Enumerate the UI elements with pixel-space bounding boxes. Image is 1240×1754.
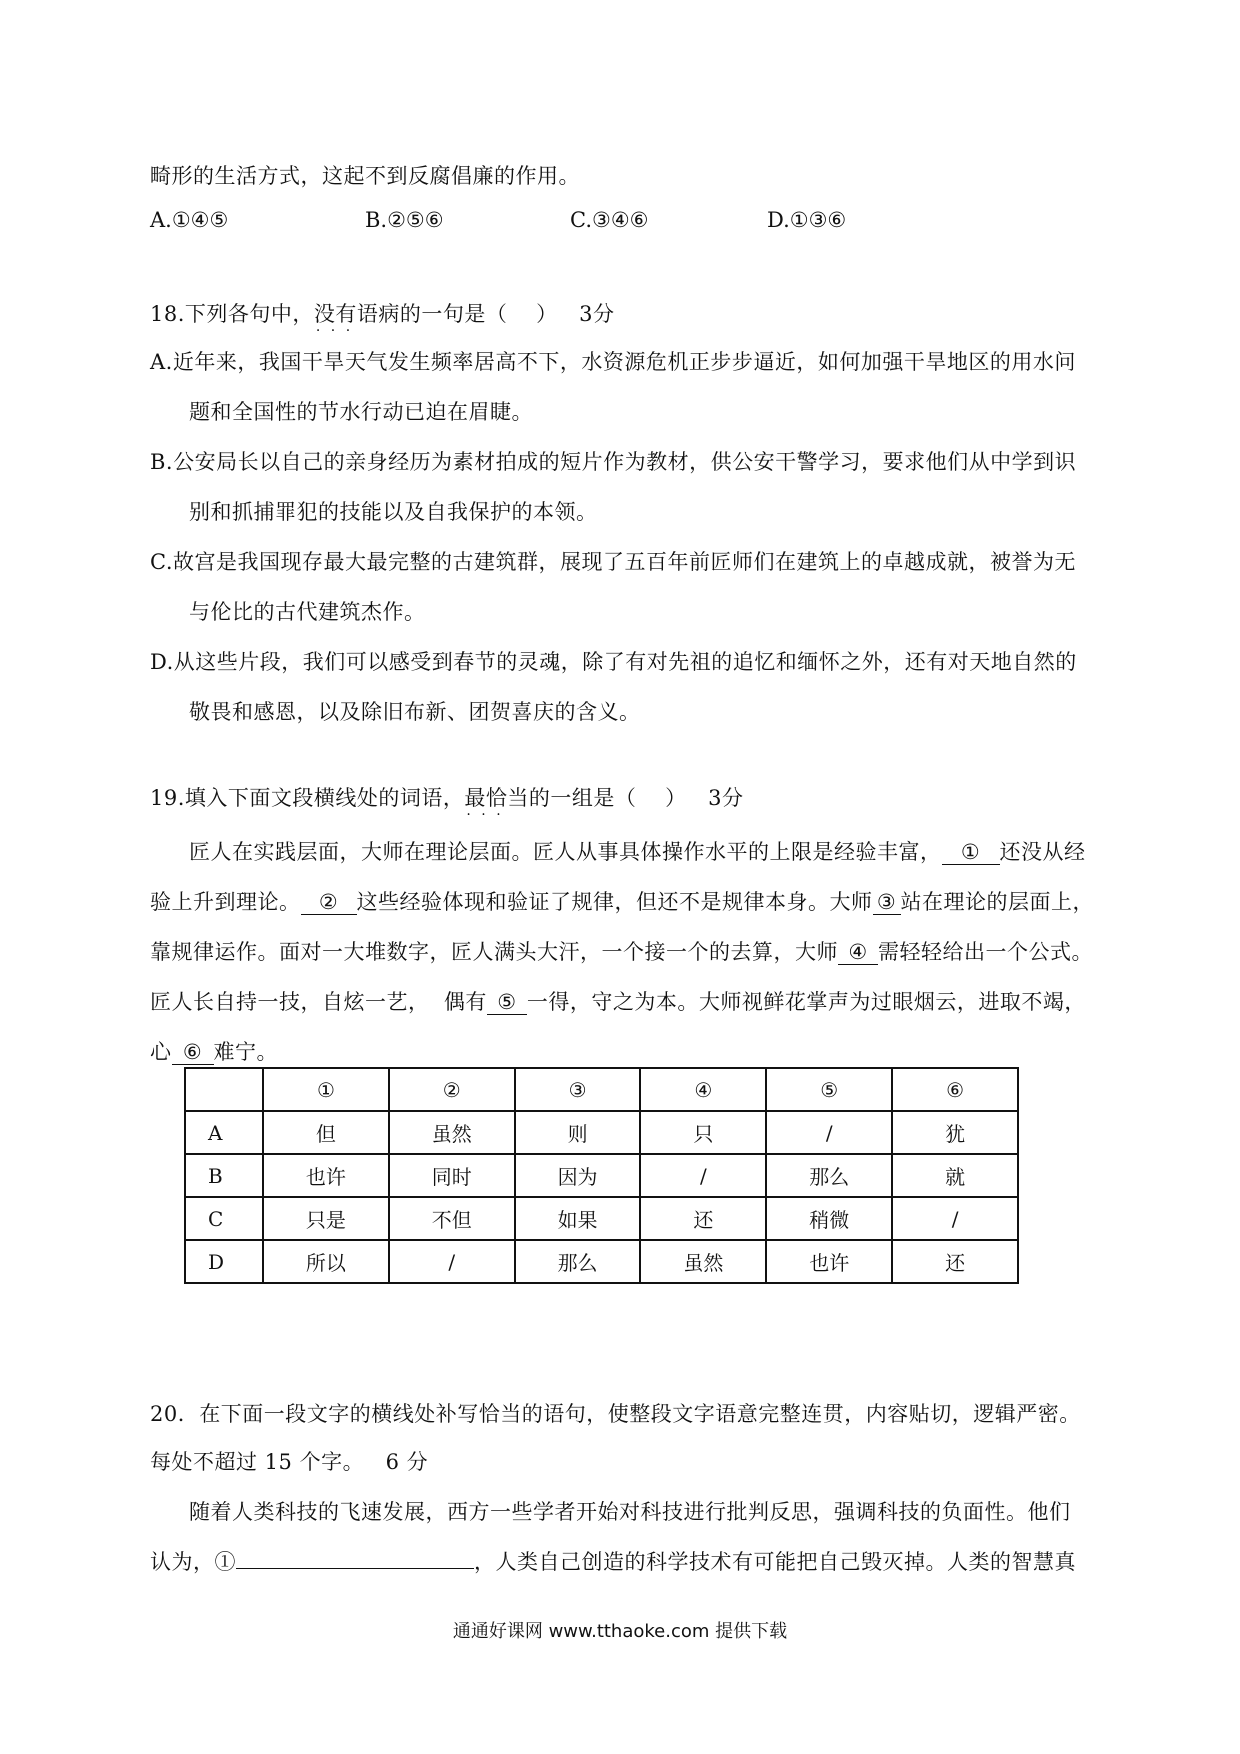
table-cell: 不但 [389, 1197, 515, 1240]
q19-stem: 19.填入下面文段横线处的词语，最恰当 · · ·的一组是（ ） 3分 [150, 782, 744, 812]
table-row [185, 1240, 1018, 1283]
table-row-label: D [185, 1240, 263, 1283]
page-footer: 通通好课网 www.tthaoke.com 提供下载 [452, 1621, 788, 1642]
table-row [185, 1154, 1018, 1197]
table-header-row [185, 1068, 1018, 1111]
q19-blank-1: ① [942, 840, 1000, 865]
table-cell: 也许 [263, 1154, 389, 1197]
q17-options [150, 208, 910, 238]
q19-emphasis: 最恰当 · · · [464, 786, 529, 810]
q18-option-d-line1: D.从这些片段，我们可以感受到春节的灵魂，除了有对先祖的追忆和缅怀之外，还有对天地自然的 [150, 650, 1077, 674]
table-cell: 则 [515, 1111, 641, 1154]
table-cell: ① [263, 1068, 389, 1111]
q19-passage-line4: 匠人长自持一技，自炫一艺， 偶有 ⑤ 一得，守之为本。大师视鲜花掌声为过眼烟云，进取不竭， [150, 990, 1086, 1014]
table-cell: 还 [640, 1197, 766, 1240]
q19-passage-line3: 靠规律运作。面对一大堆数字，匠人满头大汗，一个接一个的去算，大师 ④ 需轻轻给出一个公式。 [150, 940, 1093, 964]
table-cell: 犹 [892, 1111, 1018, 1154]
table-cell: ⑥ [892, 1068, 1018, 1111]
table-row-label: C [185, 1197, 263, 1240]
table-cell: / [892, 1197, 1018, 1240]
table-cell: ③ [515, 1068, 641, 1111]
q19-blank-4: ④ [838, 940, 878, 965]
q19-blank-2: ② [301, 890, 357, 915]
table-cell: / [766, 1111, 892, 1154]
table-cell: 因为 [515, 1154, 641, 1197]
table-cell: 还 [892, 1240, 1018, 1283]
table-row-label: A [185, 1111, 263, 1154]
q17-option-a: A.①④⑤ [150, 208, 229, 232]
table-cell: 稍微 [766, 1197, 892, 1240]
table-cell: 那么 [766, 1154, 892, 1197]
q19-blank-6: ⑥ [172, 1040, 214, 1065]
table-row-label: B [185, 1154, 263, 1197]
q19-blank-5: ⑤ [487, 990, 527, 1015]
q20-answer-blank-1 [236, 1568, 474, 1569]
q19-passage-line1: 匠人在实践层面，大师在理论层面。匠人从事具体操作水平的上限是经验丰富， ① 还没从经 [189, 840, 1086, 864]
q18-option-b-line1: B.公安局长以自己的亲身经历为素材拍成的短片作为教材，供公安干警学习，要求他们从中学到识 [150, 450, 1077, 474]
q18-emphasis: 没有语病 · · · [314, 302, 400, 326]
table-cell: / [640, 1154, 766, 1197]
table-cell: ② [389, 1068, 515, 1111]
q18-option-c-line1: C.故宫是我国现存最大最完整的古建筑群，展现了五百年前匠师们在建筑上的卓越成就，被誉为无 [150, 550, 1076, 574]
q17-option-b: B.②⑤⑥ [365, 208, 444, 232]
table-cell: 虽然 [389, 1111, 515, 1154]
q18-option-b-line2: 别和抓捕罪犯的技能以及自我保护的本领。 [189, 500, 598, 524]
table-cell: 虽然 [640, 1240, 766, 1283]
table-cell: ⑤ [766, 1068, 892, 1111]
q18-option-a-line2: 题和全国性的节水行动已迫在眉睫。 [189, 400, 533, 424]
table-row [185, 1111, 1018, 1154]
q18-stem: 18.下列各句中，没有语病 · · ·的一句是（ ） 3分 [150, 298, 615, 328]
table-cell: 只是 [263, 1197, 389, 1240]
q17-option-c: C.③④⑥ [570, 208, 649, 232]
table-cell [185, 1068, 263, 1111]
table-row [185, 1197, 1018, 1240]
q18-option-d-line2: 敬畏和感恩，以及除旧布新、团贺喜庆的含义。 [189, 700, 641, 724]
table-cell: 如果 [515, 1197, 641, 1240]
table-cell: 那么 [515, 1240, 641, 1283]
table-cell: 也许 [766, 1240, 892, 1283]
q18-option-a-line1: A.近年来，我国干旱天气发生频率居高不下，水资源危机正步步逼近，如何加强干旱地区的用水问 [150, 350, 1076, 374]
q19-options-table [184, 1067, 1019, 1284]
q19-blank-3: ③ [873, 890, 901, 915]
table-cell: 就 [892, 1154, 1018, 1197]
q17-tail: 畸形的生活方式，这起不到反腐倡廉的作用。 [150, 164, 580, 188]
table-cell: 只 [640, 1111, 766, 1154]
table-cell: / [389, 1240, 515, 1283]
q20-stem-line2: 每处不超过 15 个字。 6 分 [150, 1450, 429, 1474]
q20-stem-line1: 20．在下面一段文字的横线处补写恰当的语句，使整段文字语意完整连贯，内容贴切，逻辑严密。 [150, 1402, 1081, 1426]
table-cell: 同时 [389, 1154, 515, 1197]
q20-passage-line2: 认为，① ，人类自己创造的科学技术有可能把自己毁灭掉。人类的智慧真 [150, 1550, 1076, 1574]
table-cell: 所以 [263, 1240, 389, 1283]
q19-passage-line5: 心 ⑥ 难宁。 [150, 1040, 278, 1064]
q20-passage-line1: 随着人类科技的飞速发展，西方一些学者开始对科技进行批判反思，强调科技的负面性。他们 [189, 1500, 1071, 1524]
q19-passage-line2: 验上升到理论。 ② 这些经验体现和验证了规律，但还不是规律本身。大师 ③ 站在理论的层面上， [150, 890, 1094, 914]
table-cell: 但 [263, 1111, 389, 1154]
q17-option-d: D.①③⑥ [767, 208, 847, 232]
q18-option-c-line2: 与伦比的古代建筑杰作。 [189, 600, 426, 624]
table-cell: ④ [640, 1068, 766, 1111]
